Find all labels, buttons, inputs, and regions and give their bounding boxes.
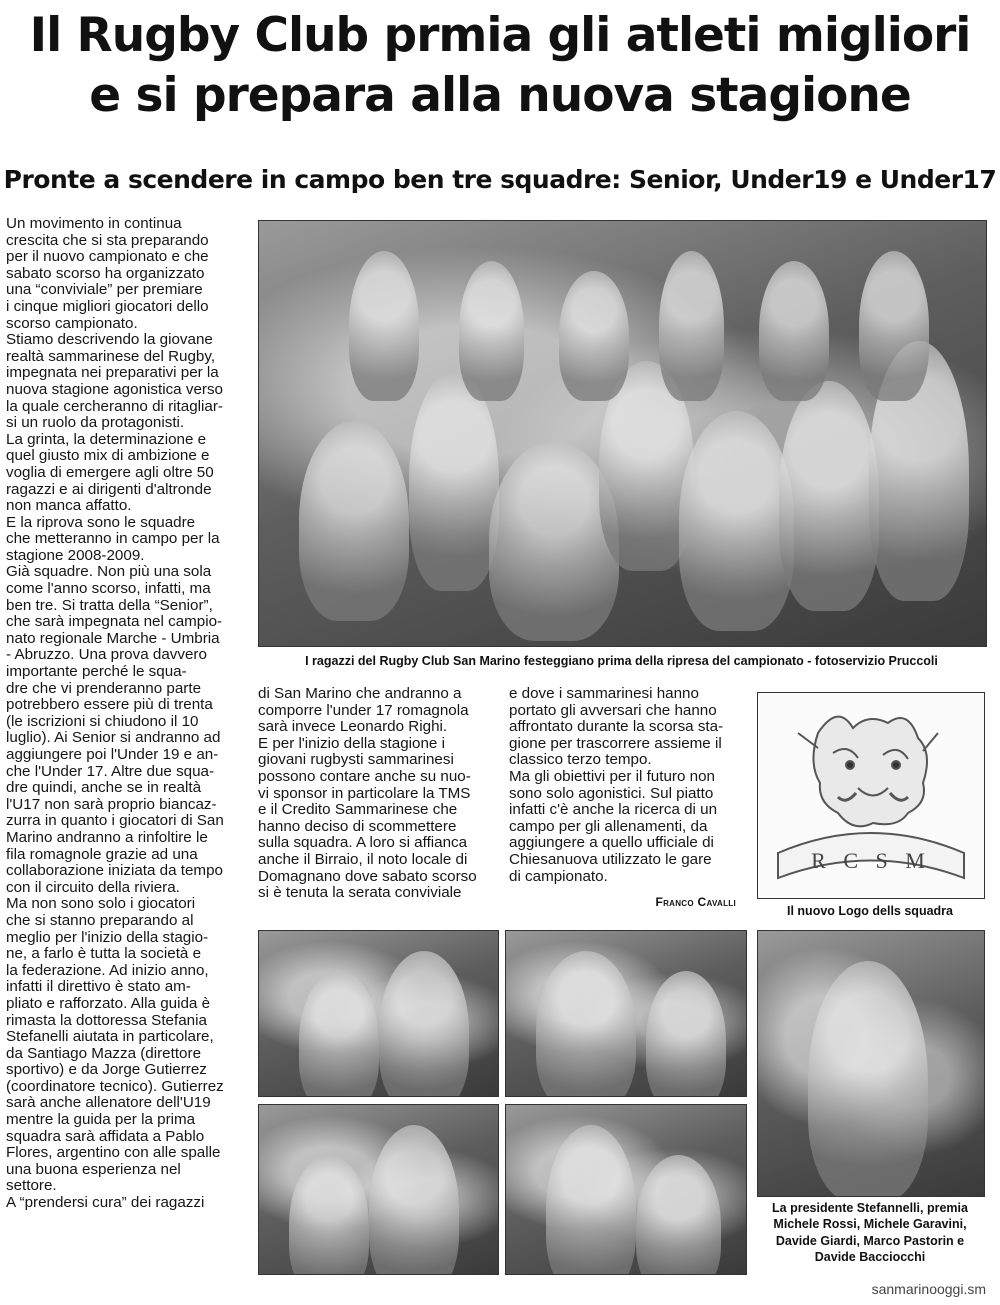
award-photo-1: [258, 930, 499, 1097]
logo-caption: Il nuovo Logo dells squadra: [787, 904, 953, 918]
byline: Franco Cavalli: [655, 895, 736, 909]
award-photo-2: [505, 930, 747, 1097]
article-column-3: e dove i sammarinesi hanno portato gli avversari che hanno affrontato durante la scorsa sta- gione per trascorrere assieme il classico terzo tempo. Ma gli obiettivi per il futuro non sono solo agonistici. Sul piatto infatti c'è anche la ricerca di un campo per gli allenamenti, da aggiungere a quello ufficiale di Chiesanuova utilizzato le gare di campionato.: [509, 685, 724, 885]
headline: [0, 6, 1000, 126]
team-group-photo: [258, 220, 987, 647]
awards-caption: La presidente Stefannelli, premia Michele Rossi, Michele Garavini, Davide Giardi, Marco Pastorin e Davide Bacciocchi: [772, 1201, 968, 1265]
main-photo-caption: I ragazzi del Rugby Club San Marino festeggiano prima della ripresa del campionato - fotoservizio Pruccoli: [305, 654, 938, 668]
boar-logo-icon: [758, 693, 984, 898]
footer-site: sanmarinooggi.sm: [871, 1281, 986, 1297]
headline-line-1: Il Rugby Club prmia gli atleti migliori: [29, 8, 971, 63]
article-column-2: di San Marino che andranno a comporre l'under 17 romagnola sarà invece Leonardo Righi. E per l'inizio della stagione i giovani rugbysti sammarinesi possono contare anche su nuo- vi sponsor in particolare la TMS e il Credito Sammarinese che hanno deciso di scommettere sulla squadra. A loro si affianca anche il Birraio, il noto locale di Domagnano dove sabato scorso si è tenuta la serata conviviale: [258, 685, 477, 902]
logo-lettering: R C S M: [811, 848, 931, 873]
subheadline: Pronte a scendere in campo ben tre squadre: Senior, Under19 e Under17: [3, 165, 997, 194]
club-logo: [757, 692, 985, 899]
headline-line-2: e si prepara alla nuova stagione: [89, 68, 911, 123]
award-photo-5: [757, 930, 985, 1197]
article-column-1: Un movimento in continua crescita che si sta preparando per il nuovo campionato e che sabato scorso ha organizzato una “conviviale” per premiare i cinque migliori giocatori dello scorso campionato. Stiamo descrivendo la giovane realtà sammarinese del Rugby, impegnata nei preparativi per la nuova stagione agonistica verso la quale cercheranno di ritagliar- si un ruolo da protagonisti. La grinta, la determinazione e quel giusto mix di ambizione e voglia di emergere agli oltre 50 ragazzi e ai dirigenti d'altronde non manca affatto. E la riprova sono le squadre che metteranno in campo per la stagione 2008-2009. Già squadre. Non più una sola come l'anno scorso, infatti, ma ben tre. Si tratta della “Senior”, che sarà impegnata nel campio- nato regionale Marche - Umbria - Abruzzo. Una prova davvero importante perché le squa- dre che vi prenderanno parte potrebbero essere più di trenta (le iscrizioni si chiudono il 10 luglio). Ai Senior si andranno ad aggiungere poi l'Under 19 e an- che l'Under 17. Altre due squa- dre quindi, anche se in realtà l'U17 non sarà proprio biancaz- zurra in quanto i giocatori di San Marino andranno a rinfoltire le fila romagnole grazie ad una collaborazione iniziata da tempo con il circuito della riviera. Ma non sono solo i giocatori che si stanno preparando al meglio per l'inizio della stagio- ne, a farlo è tutta la società e la federazione. Ad inizio anno, infatti il direttivo è stato am- pliato e rafforzato. Alla guida è rimasta la dottoressa Stefania Stefanelli aiutata in particolare, da Santiago Mazza (direttore sportivo) e da Jorge Gutierrez (coordinatore tecnico). Gutierrez sarà anche allenatore dell'U19 mentre la guida per la prima squadra sarà affidata a Pablo Flores, argentino con alle spalle una buona esperienza nel settore. A “prendersi cura” dei ragazzi: [6, 215, 224, 1212]
award-photo-3: [258, 1104, 499, 1275]
award-photo-4: [505, 1104, 747, 1275]
